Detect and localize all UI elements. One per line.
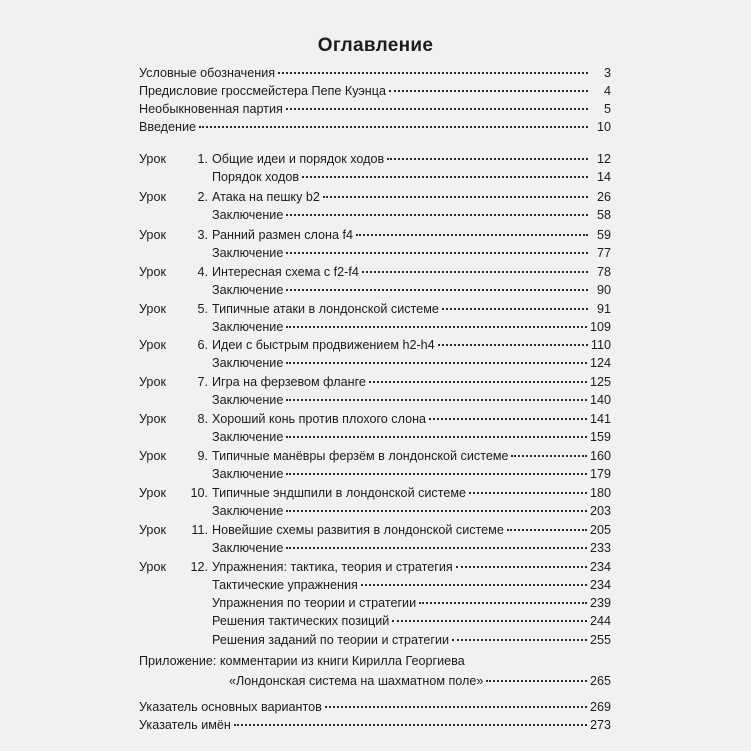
dot-leader [286,399,587,401]
toc-entry [139,82,611,100]
page-number: 234 [589,578,611,592]
toc-entry [139,631,611,649]
page-number: 273 [589,718,611,732]
page-number: 160 [589,449,611,463]
dot-leader [286,214,588,216]
dot-leader [286,252,588,254]
lesson-number: 4. [197,265,208,279]
entry-label: Типичные атаки в лондонской системе [212,302,439,316]
toc-entry [139,263,611,281]
dot-leader [452,639,587,641]
page-number: 140 [589,393,611,407]
lesson-prefix: Урок [139,152,166,166]
dot-leader [286,510,587,512]
entry-label: Тактические упражнения [212,578,358,592]
lesson-prefix: Урок [139,449,166,463]
dot-leader [362,271,588,273]
toc-entry [139,576,611,594]
lesson-number: 2. [197,190,208,204]
page-number: 12 [596,152,611,166]
entry-label: Упражнения по теории и стратегии [212,596,417,610]
dot-leader [456,566,587,568]
dot-leader [511,455,587,457]
dot-leader [325,706,587,708]
toc-entry [139,391,611,409]
toc-entry [139,118,611,136]
dot-leader [286,289,588,291]
toc-entry [139,300,611,318]
dot-leader [438,344,588,346]
toc-entry [139,318,611,336]
page-number: 77 [596,246,611,260]
toc-entry [139,206,611,224]
lesson-number: 11. [191,523,208,537]
toc-entry [139,484,611,502]
toc-entry [139,336,611,354]
entry-label: Заключение [212,541,284,555]
dot-leader [392,620,587,622]
lesson-number: 9. [197,449,208,463]
dot-leader [387,158,588,160]
dot-leader [286,547,587,549]
page-number: 59 [596,228,611,242]
toc-entry [139,521,611,539]
dot-leader [369,381,587,383]
lesson-number: 7. [197,375,208,389]
dot-leader [361,584,587,586]
toc-entry [139,558,611,576]
page-number: 109 [589,320,611,334]
page-number: 180 [589,486,611,500]
entry-label: Заключение [212,504,284,518]
entry-label: Заключение [212,320,284,334]
toc-entry [139,226,611,244]
lesson-number: 6. [197,338,208,352]
entry-label: Заключение [212,208,284,222]
entry-label: Условные обозначения [139,66,276,80]
toc-entry [139,244,611,262]
page-number: 124 [589,356,611,370]
lesson-number: 8. [197,412,208,426]
dot-leader [429,418,587,420]
page-number: 244 [589,614,611,628]
page-number: 26 [596,190,611,204]
lesson-prefix: Урок [139,523,166,537]
lesson-prefix: Урок [139,486,166,500]
dot-leader [234,724,587,726]
lesson-number: 12. [190,560,208,574]
page-number: 58 [596,208,611,222]
dot-leader [486,680,587,682]
entry-label: Заключение [212,393,284,407]
entry-label: Новейшие схемы развития в лондонской системе [212,523,504,537]
page-number: 90 [596,283,611,297]
toc-entry [139,698,611,716]
toc-entry [139,652,611,670]
toc-entry [139,672,611,690]
toc-entry [139,354,611,372]
page-number: 234 [589,560,611,574]
toc-entry [139,281,611,299]
lesson-prefix: Урок [139,302,166,316]
lesson-prefix: Урок [139,375,166,389]
entry-label: Ранний размен слона f4 [212,228,353,242]
entry-label: Порядок ходов [212,170,300,184]
dot-leader [199,126,588,128]
dot-leader [389,90,588,92]
dot-leader [419,602,587,604]
page-number: 141 [589,412,611,426]
dot-leader [302,176,588,178]
toc-entry [139,465,611,483]
lesson-number: 10. [190,486,208,500]
entry-label: Общие идеи и порядок ходов [212,152,385,166]
lesson-prefix: Урок [139,412,166,426]
lesson-prefix: Урок [139,190,166,204]
page-number: 233 [589,541,611,555]
toc-entry [139,428,611,446]
entry-label: Заключение [212,430,284,444]
page-number: 10 [596,120,611,134]
page-number: 203 [589,504,611,518]
toc-entry [139,64,611,82]
page-number: 269 [589,700,611,714]
dot-leader [469,492,587,494]
page-number: 179 [589,467,611,481]
page-number: 5 [603,102,611,116]
toc-entry [139,502,611,520]
dot-leader [278,72,588,74]
page-number: 3 [603,66,611,80]
entry-label: Необыкновенная партия [139,102,283,116]
toc-entry [139,410,611,428]
entry-label: Указатель основных вариантов [139,700,322,714]
toc-entry [139,150,611,168]
page-number: 239 [589,596,611,610]
entry-label: Заключение [212,467,284,481]
lesson-prefix: Урок [139,228,166,242]
lesson-prefix: Урок [139,560,166,574]
page-number: 159 [589,430,611,444]
entry-label: Типичные эндшпили в лондонской системе [212,486,467,500]
page-number: 125 [589,375,611,389]
dot-leader [356,234,588,236]
entry-label: Типичные манёвры ферзём в лондонской системе [212,449,509,463]
page-number: 14 [596,170,611,184]
lesson-prefix: Урок [139,265,166,279]
page-number: 205 [589,523,611,537]
dot-leader [507,529,587,531]
entry-label: Идеи с быстрым продвижением h2-h4 [212,338,435,352]
lesson-prefix: Урок [139,338,166,352]
toc-entry [139,188,611,206]
entry-label: Предисловие гроссмейстера Пепе Куэнца [139,84,386,98]
toc-entry [139,594,611,612]
entry-label: Решения заданий по теории и стратегии [212,633,450,647]
entry-label: Указатель имён [139,718,231,732]
entry-label: Заключение [212,246,284,260]
page-title: Оглавление [317,35,434,56]
page-number: 4 [603,84,611,98]
toc-entry [139,716,611,734]
page-number: 91 [596,302,611,316]
page-number: 110 [590,338,611,352]
entry-label: Приложение: комментарии из книги Кирилла Георгиева [139,654,465,668]
toc-entry [139,539,611,557]
lesson-number: 1. [197,152,208,166]
entry-label: «Лондонская система на шахматном поле» [229,674,484,688]
toc-entry [139,447,611,465]
entry-label: Хороший конь против плохого слона [212,412,427,426]
dot-leader [323,196,588,198]
dot-leader [286,326,587,328]
entry-label: Атака на пешку b2 [212,190,320,204]
entry-label: Решения тактических позиций [212,614,390,628]
page-number: 78 [596,265,611,279]
entry-label: Введение [139,120,197,134]
dot-leader [286,362,587,364]
lesson-number: 3. [197,228,208,242]
toc-entry [139,100,611,118]
entry-label: Игра на ферзевом фланге [212,375,366,389]
entry-label: Интересная схема с f2-f4 [212,265,359,279]
entry-label: Упражнения: тактика, теория и стратегия [212,560,453,574]
dot-leader [286,473,587,475]
dot-leader [286,436,587,438]
toc-entry [139,168,611,186]
lesson-number: 5. [197,302,208,316]
toc-entry [139,373,611,391]
toc-entry [139,612,611,630]
entry-label: Заключение [212,283,284,297]
page-number: 255 [589,633,611,647]
dot-leader [286,108,588,110]
page-number: 265 [589,674,611,688]
entry-label: Заключение [212,356,284,370]
dot-leader [442,308,588,310]
